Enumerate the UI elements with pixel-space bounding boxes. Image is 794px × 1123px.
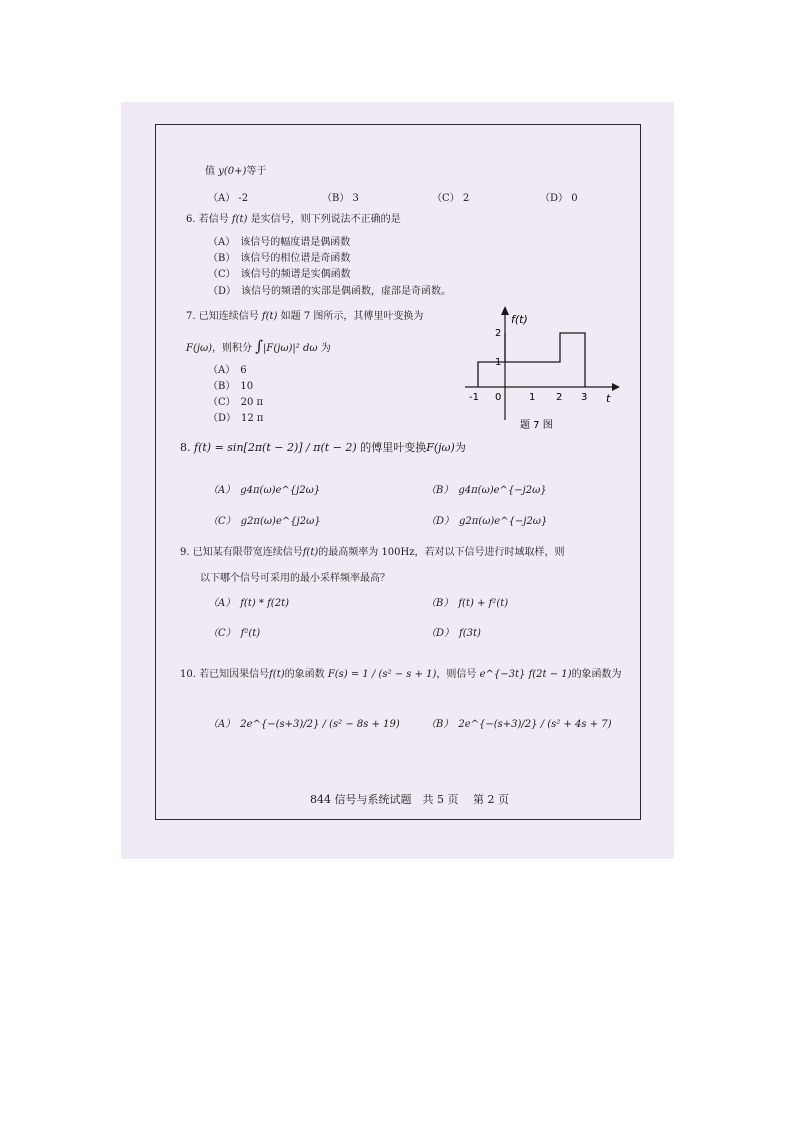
q9-stem: 9. 已知某有限带宽连续信号f(t)的最高频率为 100Hz，若对以下信号进行时域取样，则 [180, 547, 565, 558]
q10-option-a: （A） 2e^{−(s+3)/2} / (s² − 8s + 19) [208, 719, 400, 730]
q7-option-a: （A） 6 [208, 365, 247, 376]
f-axis-arrow-icon [501, 306, 509, 315]
xtick-1: 1 [529, 392, 536, 403]
q9-stem-line2: 以下哪个信号可采用的最小采样频率最高？ [200, 573, 390, 584]
xtick-0: 0 [495, 392, 502, 403]
q10-option-b: （B） 2e^{−(s+3)/2} / (s² + 4s + 7) [426, 719, 612, 730]
q8-option-c: （C） g2π(ω)e^{j2ω} [208, 516, 321, 527]
ytick-1: 1 [495, 357, 502, 368]
t-axis-arrow-icon [612, 383, 620, 391]
q7-stem: 7. 已知连续信号 f(t) 如题 7 图所示，其傅里叶变换为 [186, 311, 424, 322]
page-footer: 844 信号与系统试题 共 5 页 第 2 页 [310, 793, 509, 806]
q6-option-a: （A） 该信号的幅度谱是偶函数 [208, 237, 351, 248]
q7-option-d: （D） 12 π [208, 413, 264, 424]
q7-integral-line: F(jω)，则积分 ∫|F(jω)|² dω 为 [186, 337, 331, 355]
q10-stem: 10. 若已知因果信号f(t)的象函数 F(s) = 1 / (s² − s + 1)，则信号 e^{−3t} f(2t − 1)的象函数为 [180, 669, 622, 680]
f-axis-label: f(t) [511, 313, 528, 326]
q5-option-b: （B） 3 [322, 193, 359, 204]
q5-stem: 值 y(0+)等于 [205, 166, 267, 177]
page-border [155, 124, 641, 820]
xtick-2: 2 [556, 392, 563, 403]
xtick-neg1: -1 [469, 392, 479, 403]
q8-option-a: （A） g4π(ω)e^{j2ω} [208, 485, 321, 496]
q5-option-a: （A） -2 [208, 193, 249, 204]
q9-option-c: （C） f²(t) [208, 628, 261, 639]
q7-option-b: （B） 10 [208, 381, 254, 392]
q7-figure [460, 305, 620, 435]
q6-option-d: （D） 该信号的频谱的实部是偶函数，虚部是奇函数。 [208, 286, 452, 297]
q9-option-b: （B） f(t) + f²(t) [426, 598, 509, 609]
q9-option-a: （A） f(t) * f(2t) [208, 598, 289, 609]
q6-option-b: （B） 该信号的相位谱是奇函数 [208, 253, 351, 264]
t-axis-label: t [606, 392, 611, 405]
q5-option-c: （C） 2 [432, 193, 470, 204]
q7-figure-caption: 题 7 图 [520, 420, 553, 431]
q8-option-d: （D） g2π(ω)e^{−j2ω} [426, 516, 548, 527]
ytick-2: 2 [495, 328, 502, 339]
xtick-3: 3 [581, 392, 588, 403]
q6-option-c: （C） 该信号的频谱是实偶函数 [208, 269, 351, 280]
q9-option-d: （D） f(3t) [426, 628, 481, 639]
q5-option-d: （D） 0 [540, 193, 578, 204]
q7-option-c: （C） 20 π [208, 397, 264, 408]
q8-stem: 8. f(t) = sin[2π(t − 2)] / π(t − 2) 的傅里叶变换F(jω)为 [180, 441, 466, 454]
q6-stem: 6. 若信号 f(t) 是实信号，则下列说法不正确的是 [186, 214, 401, 225]
q8-option-b: （B） g4π(ω)e^{−j2ω} [426, 485, 547, 496]
